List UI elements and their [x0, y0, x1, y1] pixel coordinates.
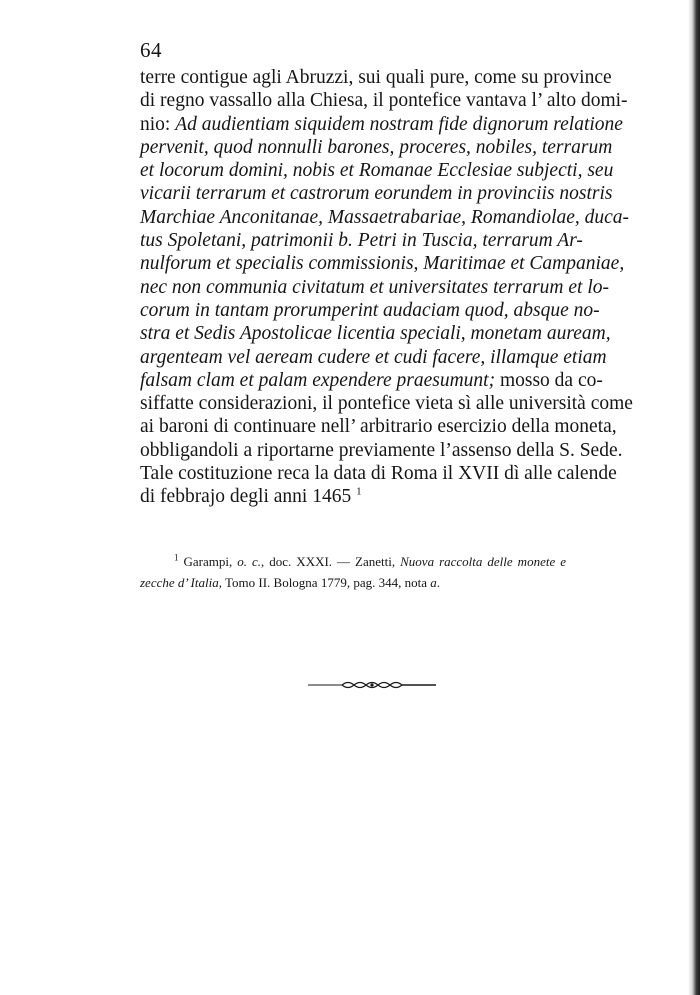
- text-run: obbligandoli a riportarne previamente l’assenso della S. Sede.: [140, 439, 623, 461]
- text-line: [140, 415, 617, 438]
- text-line: [140, 206, 630, 229]
- body-text: [140, 66, 633, 509]
- text-line: [140, 136, 613, 159]
- text-line: [140, 252, 625, 275]
- text-run: terre contigue agli Abruzzi, sui quali pure, come su province: [140, 67, 612, 88]
- latin-quote-run: vicarii terrarum et castrorum eorundem in provinciis nostris: [140, 183, 613, 205]
- latin-quote-run: corum in tantam prorumperint audaciam quod, absque no-: [140, 299, 600, 321]
- text-run: a: [430, 575, 437, 590]
- text-run: .: [436, 575, 440, 590]
- text-run: nio:: [140, 113, 176, 135]
- text-line: [140, 66, 612, 89]
- latin-quote-run: falsam clam et palam expendere praesumunt;: [140, 369, 496, 391]
- text-line: [140, 159, 614, 182]
- page-number: 64: [140, 38, 162, 62]
- text-line: [140, 485, 566, 508]
- footnote: [140, 551, 566, 593]
- text-line: [140, 182, 613, 205]
- text-line: [140, 392, 633, 415]
- text-line: [140, 439, 623, 462]
- footnote-reference[interactable]: 1: [356, 485, 362, 498]
- text-run: o. c.: [237, 554, 262, 569]
- latin-quote-run: et locorum domini, nobis et Romanae Ecclesiae subjecti, seu: [140, 160, 614, 182]
- latin-quote-run: Marchiae Anconitanae, Massaetrabariae, Romandiolae, duca-: [140, 206, 630, 228]
- text-run: Nuova raccolta delle monete e: [400, 554, 566, 569]
- text-run: Garampi,: [178, 554, 238, 569]
- text-run: di febbrajo degli anni 1465: [140, 486, 357, 508]
- text-run: di regno vassallo alla Chiesa, il pontefice vantava l’ alto domi-: [140, 90, 628, 112]
- end-of-text-flourish-icon: [308, 678, 436, 692]
- latin-quote-run: argenteam vel aeream cudere et cudi facere, illamque etiam: [140, 346, 607, 368]
- text-run: siffatte considerazioni, il pontefice vieta sì alle università come: [140, 393, 633, 415]
- text-run: zecche d’ Italia: [140, 575, 219, 590]
- latin-quote-run: nec non communia civitatum et universitates terrarum et lo-: [140, 276, 609, 298]
- text-line: [140, 89, 628, 112]
- text-line: [140, 462, 617, 485]
- text-line: [140, 322, 611, 345]
- footnote-line: [140, 572, 566, 593]
- latin-quote-run: nulforum et specialis commissionis, Maritimae et Campaniae,: [140, 253, 625, 275]
- footnote-line: [140, 551, 566, 572]
- text-line: [140, 299, 600, 322]
- text-run: mosso da co-: [495, 369, 603, 391]
- latin-quote-run: tus Spoletani, patrimonii b. Petri in Tuscia, terrarum Ar-: [140, 230, 583, 252]
- text-run: ai baroni di continuare nell’ arbitrario esercizio della moneta,: [140, 416, 617, 438]
- text-run: Tale costituzione reca la data di Roma il XVII dì alle calende: [140, 463, 617, 485]
- text-line: [140, 276, 609, 299]
- text-line: [140, 229, 583, 252]
- text-line: [140, 346, 607, 369]
- text-line: [140, 369, 603, 392]
- text-line: [140, 113, 623, 136]
- text-run: , doc. XXXI. — Zanetti,: [261, 554, 401, 569]
- latin-quote-run: stra et Sedis Apostolicae licentia speciali, monetam auream,: [140, 323, 611, 345]
- latin-quote-run: pervenit, quod nonnulli barones, proceres, nobiles, terrarum: [140, 136, 613, 158]
- page-edge-shadow: [688, 0, 700, 995]
- text-run: , Tomo II. Bologna 1779, pag. 344, nota: [218, 575, 431, 590]
- latin-quote-run: Ad audientiam siquidem nostram fide dignorum relatione: [175, 113, 623, 135]
- footnote-marker: 1: [174, 552, 179, 563]
